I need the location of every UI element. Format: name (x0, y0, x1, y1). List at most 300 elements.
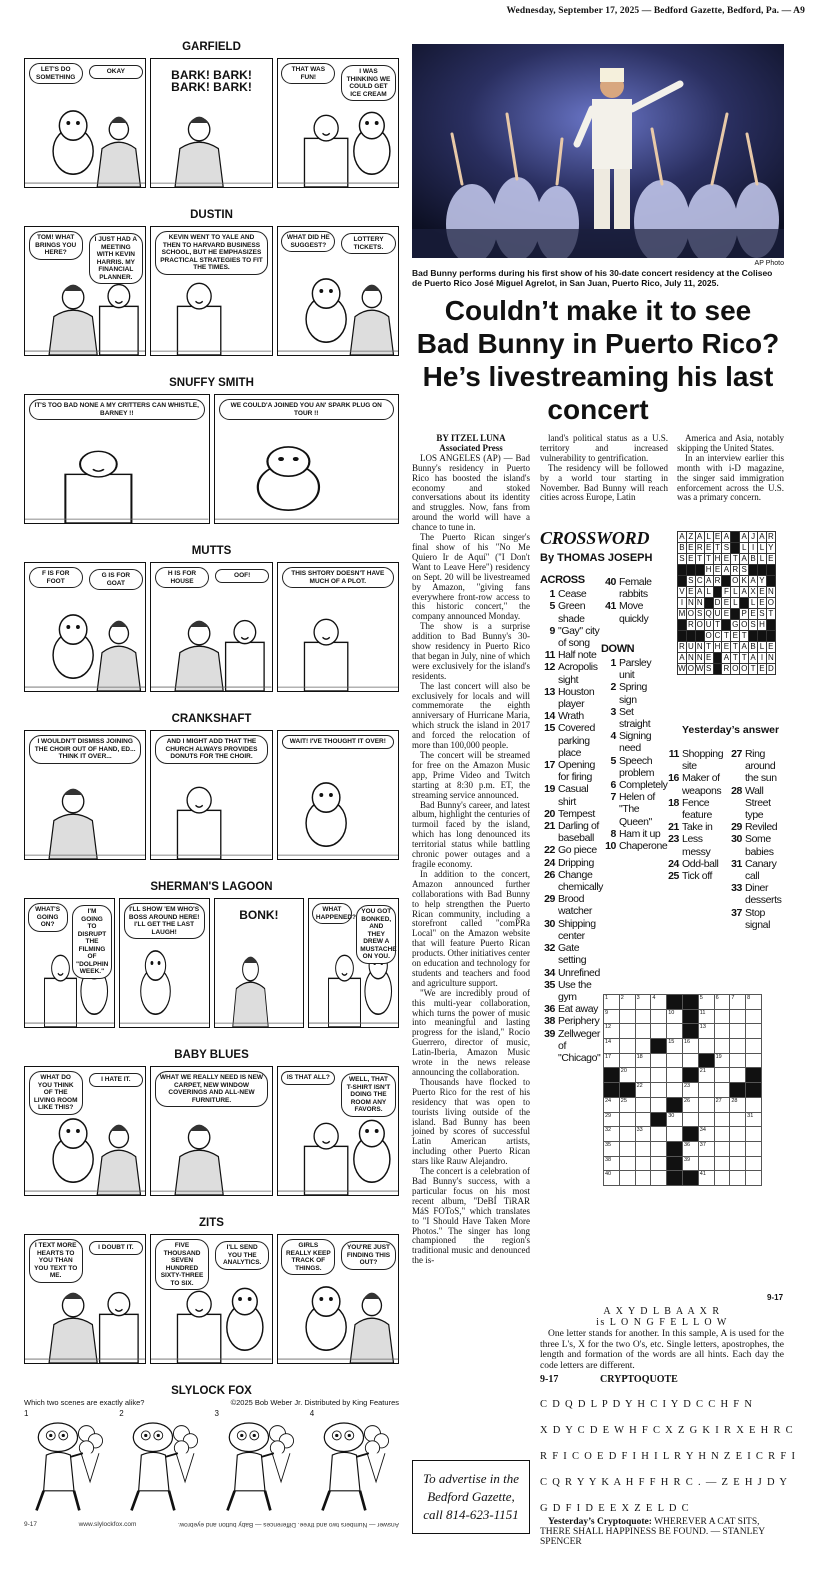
speech-bubble: BONK! (223, 907, 294, 923)
story-paragraph: The last concert will also be exclusively for locals and will commemorate the eighth anniversary of Hurricane Maria, which struck the island in 2017 and forced the relocation of more than 100,000 people. (412, 680, 530, 751)
clue-number: 5 (610, 754, 616, 767)
answer-black-cell (678, 631, 687, 642)
grid-cell-number: 31 (747, 1112, 754, 1119)
grid-cell-number: 11 (699, 1009, 706, 1016)
grid-cell[interactable] (604, 1097, 620, 1112)
grid-cell[interactable] (635, 1009, 651, 1024)
grid-cell[interactable] (698, 1112, 714, 1127)
grid-cell[interactable] (619, 1068, 635, 1083)
answer-cell: E (759, 664, 765, 673)
crossword-clue (601, 657, 661, 681)
grid-cell[interactable] (714, 1039, 730, 1054)
grid-cell[interactable] (730, 1156, 746, 1171)
grid-cell[interactable] (635, 995, 651, 1010)
slylock-scene (24, 1409, 113, 1519)
clue-number: 4 (610, 730, 616, 743)
comic-panel (24, 898, 115, 1028)
grid-black-cell (698, 1053, 714, 1068)
grid-cell[interactable] (714, 1009, 730, 1024)
answer-cell: A (697, 532, 703, 541)
grid-cell[interactable] (730, 1024, 746, 1039)
comic-strip-snuffy-smith (24, 394, 399, 524)
grid-cell[interactable] (730, 1112, 746, 1127)
speech-bubble: G IS FOR GOAT (89, 569, 143, 590)
grid-cell[interactable] (746, 1156, 762, 1171)
comics-column (24, 36, 399, 1528)
grid-black-cell (604, 1083, 620, 1098)
grid-cell[interactable] (604, 1053, 620, 1068)
grid-cell[interactable] (714, 1053, 730, 1068)
clue-text: Covered parking place (558, 722, 595, 759)
grid-cell[interactable] (667, 1009, 683, 1024)
clue-text: Dripping (558, 856, 594, 869)
grid-cell[interactable] (619, 1053, 635, 1068)
grid-cell[interactable] (619, 1141, 635, 1156)
crossword-clue (601, 755, 661, 779)
clue-text: Maker of weapons (682, 772, 722, 797)
answer-cell: U (687, 642, 694, 651)
grid-cell[interactable] (667, 1053, 683, 1068)
grid-row (604, 1068, 762, 1083)
comic-panel (277, 226, 399, 356)
answer-row (678, 664, 776, 675)
answer-cell: E (714, 532, 721, 541)
answer-black-cell (713, 653, 722, 664)
grid-cell[interactable] (698, 1127, 714, 1142)
crossword-grid (603, 994, 762, 1186)
crossword-clue (664, 748, 724, 772)
grid-cell[interactable] (682, 1141, 698, 1156)
answer-cell: N (696, 653, 703, 662)
grid-cell[interactable] (651, 1171, 667, 1186)
grid-cell[interactable] (682, 1097, 698, 1112)
answer-cell: W (695, 664, 704, 673)
grid-cell-number: 30 (668, 1112, 675, 1119)
answer-cell: H (714, 642, 721, 651)
crossword-clue (727, 821, 787, 833)
answer-cell: R (767, 532, 774, 541)
grid-cell[interactable] (698, 995, 714, 1010)
clue-text: Green shade (558, 600, 586, 625)
speech-bubble: WE COULD'A JOINED YOU AN' SPARK PLUG ON TOUR !! (219, 399, 395, 420)
grid-cell[interactable] (746, 1127, 762, 1142)
comic-panel (150, 730, 272, 860)
grid-cell[interactable] (698, 1141, 714, 1156)
clue-number: 28 (731, 784, 742, 797)
speech-bubble: THAT WAS FUN! (281, 63, 335, 84)
grid-cell[interactable] (698, 1083, 714, 1098)
crossword-clue (540, 588, 602, 600)
grid-cell[interactable] (635, 1068, 651, 1083)
grid-cell-number: 17 (605, 1053, 612, 1060)
crossword-clue (664, 858, 724, 870)
grid-cell-number: 41 (699, 1171, 706, 1178)
clue-number: 9 (549, 624, 555, 637)
clue-number: 3 (610, 705, 616, 718)
clue-text: Completely (619, 779, 668, 792)
grid-cell[interactable] (604, 1112, 620, 1127)
answer-cell: O (732, 576, 739, 585)
answer-black-cell (749, 565, 758, 576)
comic-panel (24, 394, 210, 524)
grid-cell[interactable] (667, 1083, 683, 1098)
grid-cell[interactable] (698, 1039, 714, 1054)
answer-cell: E (714, 565, 721, 574)
grid-cell[interactable] (604, 1127, 620, 1142)
grid-cell[interactable] (651, 1009, 667, 1024)
answer-black-cell (713, 587, 722, 598)
grid-black-cell (682, 995, 698, 1010)
clue-text: Fence feature (682, 796, 712, 822)
comic-panel (150, 58, 272, 188)
crossword-clue (664, 772, 724, 796)
answer-cell: E (723, 609, 730, 618)
clue-text: Odd-ball (682, 857, 719, 870)
clue-text: Less messy (682, 833, 711, 858)
grid-cell[interactable] (714, 1024, 730, 1039)
grid-cell[interactable] (682, 1053, 698, 1068)
grid-cell[interactable] (635, 1053, 651, 1068)
grid-cell[interactable] (651, 1097, 667, 1112)
answer-cell: A (741, 532, 747, 541)
clue-text: Tick off (682, 870, 713, 883)
crossword-clue (540, 918, 602, 942)
answer-cell: O (767, 598, 774, 607)
grid-black-cell (667, 995, 683, 1010)
crossword-clue (540, 625, 602, 649)
answer-cell: S (705, 664, 712, 673)
grid-cell[interactable] (635, 1141, 651, 1156)
grid-cell-number: 14 (605, 1039, 612, 1046)
grid-cell[interactable] (604, 1024, 620, 1039)
grid-cell[interactable] (604, 1039, 620, 1054)
advertise-box (412, 1460, 530, 1534)
answer-cell: O (741, 664, 748, 673)
crossword-clue (601, 828, 661, 840)
grid-cell[interactable] (604, 995, 620, 1010)
story-paragraph: Thousands have flocked to Puerto Rico for the rest of his residency that was open to tourists living outside of the island. Bad Bunny has been joined by scores of successful Latin American artists, including other Puerto Rican stars like Rauw Alejandro. (412, 1076, 530, 1167)
answer-cell: R (714, 576, 721, 585)
crossword-clue (540, 844, 602, 856)
grid-cell[interactable] (714, 1068, 730, 1083)
speech-bubble: OOF! (215, 569, 269, 583)
grid-cell-number: 4 (652, 995, 656, 1001)
answer-cell: B (679, 543, 685, 552)
crossword-clue (540, 759, 602, 783)
story-paragraph: America and Asia, notably skipping the United States. (677, 433, 784, 453)
grid-cell[interactable] (604, 1171, 620, 1186)
story-paragraph: The show is a surprise addition to Bad Bunny's 30-show residency in Puerto Rico that began in July, nine of which were exclusively for the island's residents. (412, 621, 530, 681)
clue-number: 36 (544, 1003, 555, 1016)
grid-cell[interactable] (667, 1024, 683, 1039)
grid-row (604, 1039, 762, 1054)
grid-cell[interactable] (635, 1024, 651, 1039)
cryptoquote-line: G D F I D E E X Z E L D C (540, 1503, 690, 1514)
grid-cell[interactable] (746, 1009, 762, 1024)
comic-strip-mutts (24, 562, 399, 692)
story-column-1 (412, 434, 530, 1266)
grid-cell[interactable] (619, 1156, 635, 1171)
grid-cell-number: 38 (605, 1156, 612, 1163)
comic-strip-sherman-s-lagoon (24, 898, 399, 1028)
story-paragraph: The residency will be followed by a world tour starting in November. Bad Bunny will reach cities across Europe, Latin (540, 462, 668, 503)
clue-number: 23 (668, 833, 679, 846)
answer-black-cell (678, 565, 687, 576)
answer-black-cell (731, 532, 740, 543)
grid-cell[interactable] (651, 1083, 667, 1098)
answer-black-cell (695, 631, 704, 642)
grid-cell[interactable] (746, 995, 762, 1010)
headline: Couldn’t make it to see Bad Bunny in Puerto Rico? He’s livestreaming his last concert (416, 295, 780, 425)
answer-cell: N (696, 642, 703, 651)
grid-cell[interactable] (698, 1024, 714, 1039)
grid-cell[interactable] (619, 995, 635, 1010)
answer-black-cell (766, 620, 775, 631)
grid-cell[interactable] (635, 1156, 651, 1171)
grid-cell-number: 5 (699, 995, 703, 1001)
grid-cell[interactable] (698, 1171, 714, 1186)
grid-cell[interactable] (604, 1009, 620, 1024)
grid-cell[interactable] (651, 1053, 667, 1068)
grid-cell[interactable] (746, 1171, 762, 1186)
grid-cell[interactable] (730, 1039, 746, 1054)
clue-number: 34 (544, 966, 555, 979)
answer-cell: T (706, 642, 712, 651)
grid-cell[interactable] (698, 1156, 714, 1171)
grid-cell[interactable] (714, 1097, 730, 1112)
answer-cell: E (723, 642, 730, 651)
comic-title-sherman-s-lagoon: SHERMAN'S LAGOON (150, 881, 273, 893)
across-header: ACROSS (540, 574, 585, 586)
clue-text: Shopping site (682, 748, 724, 773)
clue-text: Cease (558, 588, 587, 601)
grid-cell[interactable] (746, 1039, 762, 1054)
cryptoquote-yesterday-text: WHEREVER A CAT SITS, THERE SHALL HAPPINESS BE FOUND. — STANLEY SPENCER (540, 1517, 765, 1547)
grid-cell-number: 35 (605, 1141, 612, 1148)
grid-cell[interactable] (635, 1097, 651, 1112)
slylock-answer: Answer — Numbers two and three. Differences — Baby button and eyebrow. (178, 1521, 399, 1528)
grid-cell[interactable] (682, 1112, 698, 1127)
clue-number: 24 (544, 856, 555, 869)
slylock-scene-number: 2 (119, 1409, 124, 1418)
clue-text: Set straight (619, 705, 651, 731)
grid-cell[interactable] (698, 1068, 714, 1083)
answer-cell: C (714, 631, 721, 640)
cryptoquote-title: CRYPTOQUOTE (600, 1374, 678, 1385)
grid-cell[interactable] (746, 1024, 762, 1039)
grid-cell[interactable] (698, 1097, 714, 1112)
answer-cell: T (706, 554, 712, 563)
grid-cell[interactable] (635, 1083, 651, 1098)
story-paragraph: The concert is a celebration of Bad Bunny's success, with a particular focus on his most recent album, "DeBÍ TiRAR MáS FOToS," which translates to "I Should Have Taken More Photos." The singer has long championed the region's traditional music and denounced the is- (412, 1166, 530, 1266)
comic-panel (214, 394, 400, 524)
answer-cell: I (749, 543, 758, 554)
down-header: DOWN (601, 642, 635, 655)
answer-row (678, 587, 776, 598)
clue-number: 7 (610, 791, 616, 804)
comic-strip-crankshaft (24, 730, 399, 860)
clue-number: 30 (544, 917, 555, 930)
grid-cell[interactable] (635, 1112, 651, 1127)
answer-cell: Q (705, 609, 712, 618)
clue-text: Canary call (745, 857, 777, 883)
answer-cell: U (714, 609, 721, 618)
crossword-clue (540, 649, 602, 661)
clue-text: Tempest (558, 807, 595, 820)
answer-cell: T (741, 631, 747, 640)
grid-cell[interactable] (667, 1112, 683, 1127)
speech-bubble: BARK! BARK! BARK! BARK! (163, 67, 259, 95)
grid-cell[interactable] (714, 1141, 730, 1156)
crossword-clue (727, 785, 787, 822)
clue-number: 17 (544, 759, 555, 772)
grid-cell[interactable] (619, 1024, 635, 1039)
grid-cell-number: 28 (731, 1097, 738, 1104)
grid-cell[interactable] (714, 1156, 730, 1171)
grid-cell[interactable] (651, 995, 667, 1010)
clue-text: Brood watcher (558, 893, 592, 918)
slylock-scene-art (310, 1409, 399, 1519)
grid-cell[interactable] (714, 1127, 730, 1142)
grid-black-cell (619, 1083, 635, 1098)
answer-cell: L (758, 642, 767, 653)
grid-black-cell (604, 1068, 620, 1083)
grid-cell[interactable] (667, 1039, 683, 1054)
answer-cell: W (678, 664, 686, 673)
answer-cell: E (732, 631, 738, 640)
grid-cell[interactable] (698, 1009, 714, 1024)
clue-number: 18 (668, 796, 679, 809)
clue-text: Signing need (619, 730, 652, 755)
clue-number: 31 (731, 857, 742, 870)
answer-cell: E (688, 587, 694, 596)
answer-cell: P (741, 609, 747, 618)
grid-cell[interactable] (651, 1156, 667, 1171)
speech-bubble: WHAT DID HE SUGGEST? (281, 231, 335, 252)
answer-cell: A (759, 532, 765, 541)
speech-bubble: I TEXT MORE HEARTS TO YOU THAN YOU TEXT TO ME. (29, 1239, 83, 1283)
grid-cell[interactable] (730, 995, 746, 1010)
answer-cell: T (715, 543, 720, 552)
grid-cell[interactable] (651, 1141, 667, 1156)
answer-cell: I (758, 653, 767, 664)
answer-cell: E (688, 543, 694, 552)
grid-cell[interactable] (604, 1156, 620, 1171)
grid-cell[interactable] (619, 1127, 635, 1142)
grid-cell[interactable] (714, 1083, 730, 1098)
answer-cell: O (696, 620, 703, 629)
grid-row (604, 1112, 762, 1127)
crossword-clue (540, 942, 602, 966)
clue-text: Go piece (558, 844, 597, 857)
grid-cell-number: 39 (683, 1156, 691, 1163)
grid-cell[interactable] (619, 1009, 635, 1024)
grid-cell[interactable] (730, 1127, 746, 1142)
grid-cell[interactable] (635, 1127, 651, 1142)
grid-cell[interactable] (635, 1039, 651, 1054)
grid-cell[interactable] (730, 1171, 746, 1186)
grid-cell[interactable] (714, 1112, 730, 1127)
grid-cell-number: 29 (605, 1112, 612, 1119)
grid-cell[interactable] (667, 1127, 683, 1142)
grid-cell[interactable] (619, 1039, 635, 1054)
clue-number: 5 (549, 600, 555, 613)
grid-cell[interactable] (682, 1039, 698, 1054)
grid-cell[interactable] (714, 995, 730, 1010)
speech-bubble: YOU'RE JUST FINDING THIS OUT? (341, 1241, 395, 1270)
grid-cell[interactable] (682, 1083, 698, 1098)
crossword-clue (540, 869, 602, 893)
grid-cell[interactable] (619, 1112, 635, 1127)
clue-text: Periphery (558, 1015, 600, 1028)
grid-cell[interactable] (667, 1068, 683, 1083)
answer-cell: N (687, 653, 694, 662)
crossword-clue (540, 979, 602, 1003)
grid-cell[interactable] (651, 1024, 667, 1039)
grid-cell-number: 32 (605, 1127, 612, 1134)
answer-cell: F (723, 587, 729, 596)
cryptoquote-line: C Q R Y Y K A H F F H R C . — Z E H J D Y (540, 1477, 789, 1488)
clue-number: 37 (731, 906, 742, 919)
grid-cell[interactable] (619, 1171, 635, 1186)
clue-number: 33 (731, 882, 742, 895)
clue-text: Shipping center (558, 917, 596, 942)
grid-cell[interactable] (730, 1053, 746, 1068)
grid-cell[interactable] (651, 1127, 667, 1142)
clue-text: Unrefined (558, 966, 600, 979)
answer-cell: A (705, 576, 712, 585)
answer-row (678, 554, 776, 565)
grid-cell[interactable] (714, 1171, 730, 1186)
comic-title-crankshaft: CRANKSHAFT (171, 713, 252, 725)
crossword-clue (540, 686, 602, 710)
grid-cell[interactable] (746, 1112, 762, 1127)
answer-cell: T (732, 642, 738, 651)
answer-cell: K (741, 576, 747, 585)
grid-cell[interactable] (635, 1171, 651, 1186)
clue-number: 10 (605, 840, 616, 853)
comic-strip-dustin (24, 226, 399, 356)
grid-cell[interactable] (604, 1141, 620, 1156)
grid-cell[interactable] (746, 1097, 762, 1112)
clue-text: Parsley unit (619, 657, 652, 682)
answer-black-cell (722, 620, 731, 631)
answer-cell: E (705, 543, 712, 552)
answer-black-cell (766, 631, 775, 642)
grid-cell[interactable] (730, 1141, 746, 1156)
crossword-clue (601, 681, 661, 705)
grid-cell[interactable] (651, 1068, 667, 1083)
clue-text: Gate setting (558, 942, 587, 967)
clue-number: 14 (544, 710, 555, 723)
grid-cell[interactable] (730, 1009, 746, 1024)
grid-cell[interactable] (730, 1097, 746, 1112)
slylock-scene-number: 1 (24, 1409, 29, 1418)
comic-panel (24, 730, 146, 860)
slylock-scene (119, 1409, 208, 1519)
grid-black-cell (667, 1171, 683, 1186)
comic-panel (308, 898, 399, 1028)
grid-cell[interactable] (730, 1068, 746, 1083)
grid-cell[interactable] (682, 1156, 698, 1171)
grid-cell[interactable] (746, 1053, 762, 1068)
grid-cell[interactable] (619, 1097, 635, 1112)
answer-cell: U (705, 620, 712, 629)
answer-cell: T (697, 554, 703, 563)
grid-cell[interactable] (746, 1141, 762, 1156)
comic-panel (277, 1066, 399, 1196)
answer-cell: R (723, 664, 730, 673)
